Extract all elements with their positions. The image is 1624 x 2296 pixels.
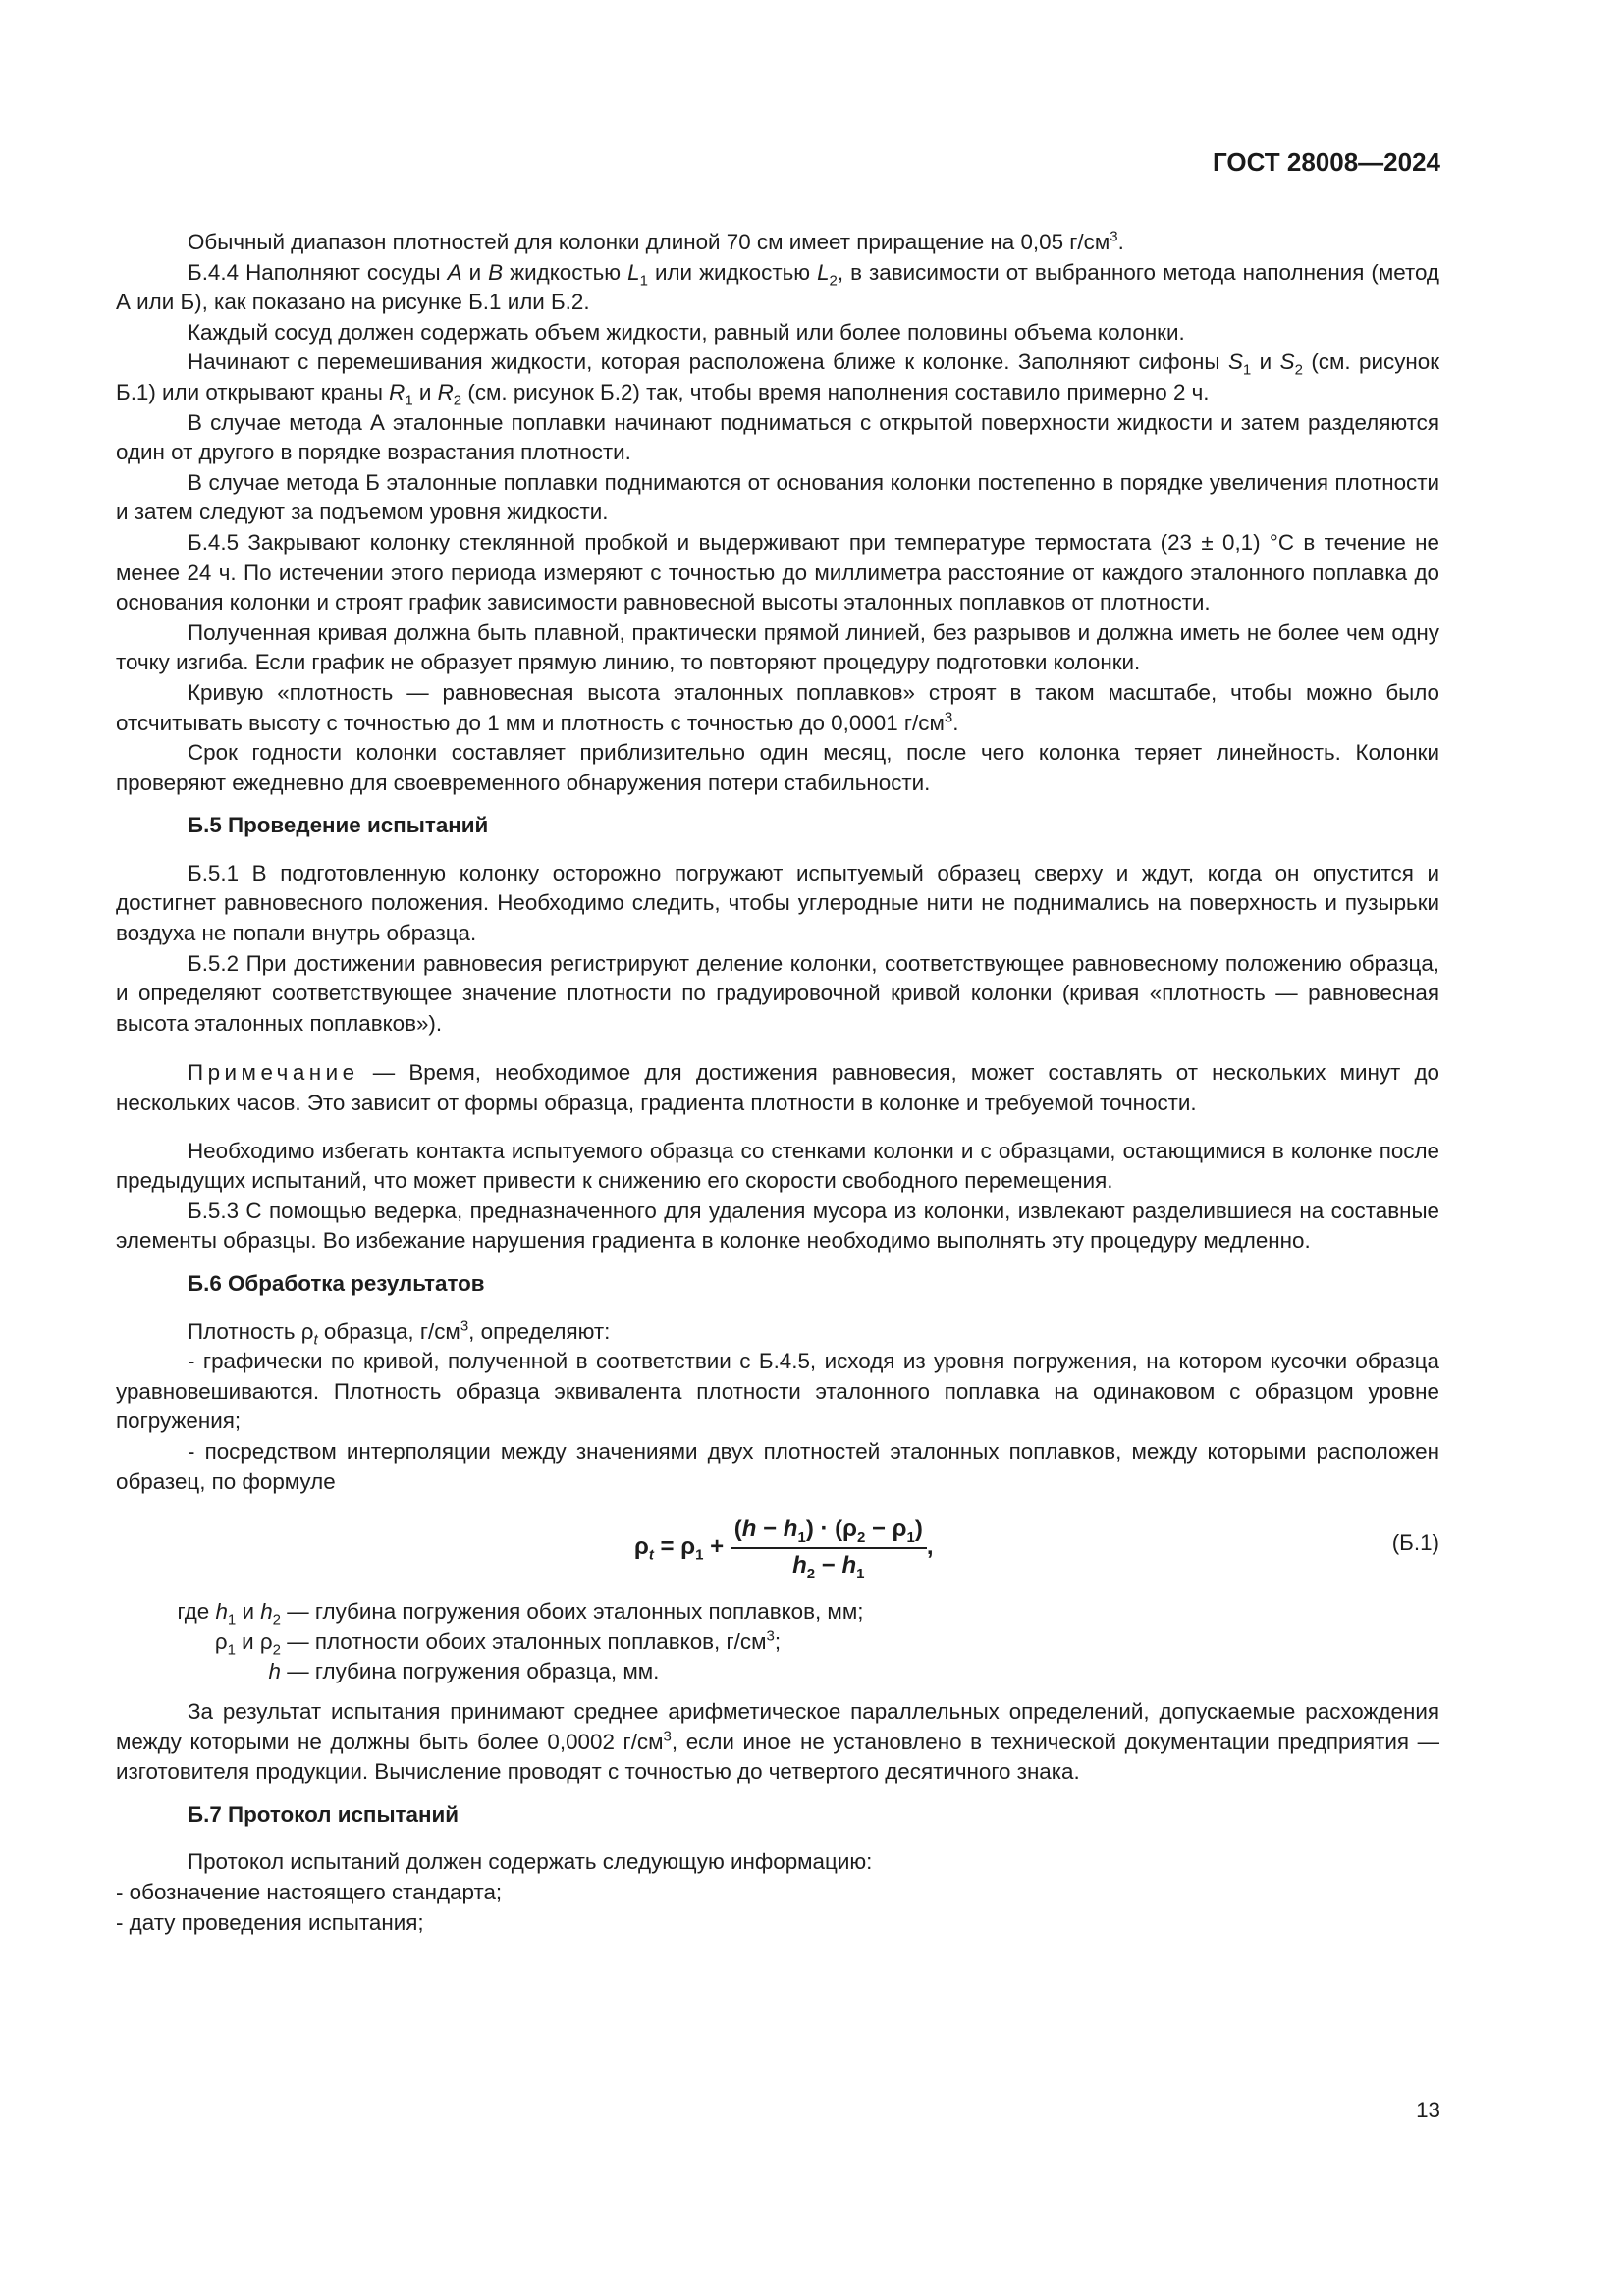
section-heading-b6: Б.6 Обработка результатов — [188, 1271, 485, 1296]
section-heading-b5: Б.5 Проведение испытаний — [188, 813, 489, 838]
paragraph-b52: Б.5.2 При достижении равновесия регистрируют деление колонки, соответствующее равновесному положению образца, и определяют соответствующее значение плотности по градуировочной кривой колонки (кривая «плотность — равновесная высота эталонных поплавков»). — [116, 950, 1439, 1036]
paragraph: Плотность $\rho_t$ образца, $г/см^3$, определяют: — [188, 1317, 611, 1349]
paragraph: Полученная кривая должна быть плавной, практически прямой линией, без разрывов и должна иметь не более чем одну точку изгиба. Если график не образует прямую линию, то повторяют процедуру подготовки колонки. — [116, 619, 1439, 675]
formula-number: (Б.1) — [1391, 1530, 1439, 1556]
paragraph-b45: Б.4.5 Закрывают колонку стеклянной пробкой и выдерживают при температуре термостата (23 ± 0,1) °С в течение не менее 24 ч. По истечении этого периода измеряют с точностью до миллиметра расстояние от каждого эталонного поплавка до основания колонки и строят график зависимости равновесной высоты эталонных поплавков от плотности. — [116, 529, 1439, 615]
where-row: где $h_1$ и $h_2$ — глубина погружения обоих эталонных поплавков, мм; — [177, 1599, 864, 1629]
body-text — [116, 228, 1439, 1938]
where-row: h — глубина погружения образца, мм. — [268, 1659, 660, 1684]
paragraph: В случае метода А эталонные поплавки начинают подниматься с открытой поверхности жидкости и затем разделяются один от другого в порядке возрастания плотности. — [116, 409, 1439, 465]
paragraph: За результат испытания принимают среднее арифметическое параллельных определений, допускаемые расхождения между которыми не должны быть более 0,0002 $г/см^3$, если иное не установлено в технической документации предприятия — изготовителя продукции. Вычисление проводят с точностью до четвертого десятичного знака. — [116, 1698, 1439, 1785]
paragraph-b53: Б.5.3 С помощью ведерка, предназначенного для удаления мусора из колонки, извлекают разделившиеся на составные элементы образцы. Во избежание нарушения градиента в колонке необходимо выполнять эту процедуру медленно. — [116, 1198, 1439, 1254]
paragraph: - графически по кривой, полученной в соответствии с Б.4.5, исходя из уровня погружения, на котором кусочки образца уравновешиваются. Плотность образца эквивалента плотности эталонного поплавка на одинаковом с образцом уровне погружения; — [116, 1349, 1439, 1434]
paragraph: В случае метода Б эталонные поплавки поднимаются от основания колонки постепенно в порядке увеличения плотности и затем следуют за подъемом уровня жидкости. — [116, 469, 1439, 525]
section-heading-b7: Б.7 Протокол испытаний — [188, 1801, 460, 1827]
note-label: Примечание — [188, 1060, 359, 1086]
where-row: $\rho_1$ и $\rho_2$ — плотности обоих эталонных поплавков, $г/см^3$; — [214, 1628, 782, 1659]
page-number: 13 — [1416, 2098, 1440, 2122]
formula-b1 — [116, 1503, 1439, 1589]
formula-expression: $\rho_t = \rho_1$ + $\frac{(h - h_1) \cdot (\rho_2 - \rho_1)}{h_2 - h_1}$ , — [634, 1516, 934, 1582]
paragraph: Начинают с перемешивания жидкости, которая расположена ближе к колонке. Заполняют сифоны $S_1$ и $S_2$ (см. рисунок Б.1) или открывают краны $R_1$ и $R_2$ (см. рисунок Б.2) так, чтобы время наполнения составило примерно 2 ч. — [116, 349, 1440, 409]
paragraph: Необходимо избегать контакта испытуемого образца со стенками колонки и с образцами, остающимися в колонке после предыдущих испытаний, что может привести к снижению его скорости свободного перемещения. — [116, 1138, 1439, 1194]
paragraph: Каждый сосуд должен содержать объем жидкости, равный или более половины объема колонки. — [188, 319, 1185, 345]
paragraph: Срок годности колонки составляет приблизительно один месяц, после чего колонка теряет линейность. Колонки проверяют ежедневно для своевременного обнаружения потери стабильности. — [116, 740, 1439, 795]
paragraph: - посредством интерполяции между значениями двух плотностей эталонных поплавков, между которыми расположен образец, по формуле — [116, 1438, 1439, 1494]
paragraph-b44: Б.4.4 Наполняют сосуды A и B жидкостью $L_1$ или жидкостью $L_2$, в зависимости от выбранного метода наполнения (метод А или Б), как показано на рисунке Б.1 или Б.2. — [116, 259, 1440, 315]
paragraph-b51: Б.5.1 В подготовленную колонку осторожно погружают испытуемый образец сверху и ждут, когда он опустится и достигнет равновесного положения. Необходимо следить, чтобы углеродные нити не поднимались на поверхность и пузырьки воздуха не попали внутрь образца. — [116, 860, 1439, 946]
list-item: - дату проведения испытания; — [116, 1909, 424, 1935]
document-header: ГОСТ 28008—2024 — [1213, 147, 1440, 177]
paragraph: Протокол испытаний должен содержать следующую информацию: — [188, 1849, 873, 1875]
paragraph: Кривую «плотность — равновесная высота эталонных поплавков» строят в таком масштабе, чтобы можно было отсчитывать высоту с точностью до 1 мм и плотность с точностью до 0,0001 $г/см^3$. — [116, 679, 1439, 735]
note: Примечание — Время, необходимое для достижения равновесия, может составлять от нескольких минут до нескольких часов. Это зависит от формы образца, градиента плотности в колонке и требуемой точности. — [116, 1060, 1439, 1116]
paragraph: Обычный диапазон плотностей для колонки длиной 70 см имеет приращение на 0,05 $г/см^3$. — [188, 228, 1124, 254]
list-item: - обозначение настоящего стандарта; — [116, 1879, 503, 1904]
